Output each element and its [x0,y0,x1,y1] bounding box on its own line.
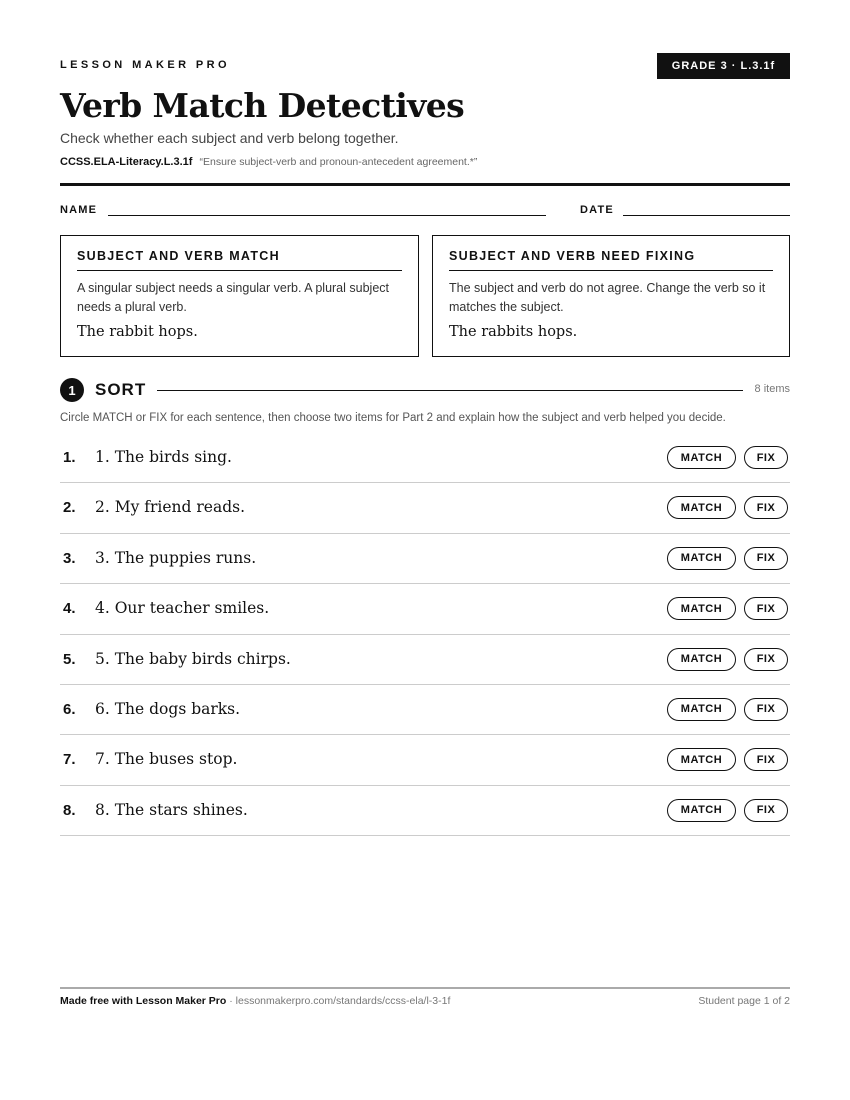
match-button[interactable]: MATCH [667,799,736,822]
section-divider [157,390,743,391]
fix-button[interactable]: FIX [744,547,788,570]
match-button[interactable]: MATCH [667,547,736,570]
list-item [60,534,790,584]
list-item [60,685,790,735]
item-sentence: 1. The birds sing. [95,448,232,466]
grade-badge: GRADE 3 · L.3.1f [657,53,790,79]
date-field[interactable] [623,215,790,216]
fix-button[interactable]: FIX [744,496,788,519]
section-number-badge: 1 [60,378,84,402]
item-number: 7. [63,751,76,769]
standard-code: CCSS.ELA-Literacy.L.3.1f [60,156,193,168]
standard-quote: “Ensure subject-verb and pronoun-antecedent agreement.*” [199,156,478,168]
list-item [60,786,790,836]
sentence-list [60,433,790,836]
box-title: SUBJECT AND VERB MATCH [77,249,402,271]
list-item [60,635,790,685]
item-sentence: 7. The buses stop. [95,750,238,769]
list-item [60,433,790,483]
match-button[interactable]: MATCH [667,446,736,469]
item-number: 1. [63,449,76,466]
box-description: A singular subject needs a singular verb. A plural subject needs a plural verb. [77,281,389,314]
fix-rule-box [432,235,790,357]
footer-url[interactable]: · lessonmakerpro.com/standards/ccss-ela/l-3-1f [226,995,451,1007]
item-sentence: 2. My friend reads. [95,498,246,517]
item-sentence: 6. The dogs barks. [95,699,241,718]
name-field[interactable] [108,215,546,216]
list-item [60,483,790,533]
match-button[interactable]: MATCH [667,496,736,519]
section-instructions: Circle MATCH or FIX for each sentence, then choose two items for Part 2 and explain how the subject and verb helped you decide. [60,412,726,424]
item-number: 4. [63,600,76,618]
date-label: DATE [580,204,614,216]
item-number: 8. [63,801,76,819]
item-sentence: 5. The baby birds chirps. [95,649,291,668]
item-number: 3. [63,549,76,567]
item-sentence: 8. The stars shines. [95,800,248,819]
item-count: 8 items [754,383,790,395]
fix-button[interactable]: FIX [744,648,788,671]
item-number: 2. [63,499,76,517]
page-number: Student page 1 of 2 [698,995,790,1007]
match-button[interactable]: MATCH [667,597,736,620]
item-sentence: 3. The puppies runs. [95,548,257,567]
page-title: Verb Match Detectives [60,86,465,125]
name-label: NAME [60,204,98,216]
standard-reference [60,156,477,168]
footer-made-with: Made free with Lesson Maker Pro [60,995,227,1007]
match-rule-box [60,235,419,357]
match-button[interactable]: MATCH [667,748,736,771]
section-title: SORT [95,380,147,399]
box-example: The rabbit hops. [77,324,198,340]
match-button[interactable]: MATCH [667,648,736,671]
fix-button[interactable]: FIX [744,597,788,620]
match-button[interactable]: MATCH [667,698,736,721]
fix-button[interactable]: FIX [744,748,788,771]
page-subtitle: Check whether each subject and verb belong together. [60,130,399,146]
footer-divider [60,987,790,989]
item-sentence: 4. Our teacher smiles. [95,599,270,618]
box-title: SUBJECT AND VERB NEED FIXING [449,249,773,271]
item-number: 5. [63,650,76,668]
header-divider [60,183,790,186]
fix-button[interactable]: FIX [744,698,788,721]
box-description: The subject and verb do not agree. Change the verb so it matches the subject. [449,281,766,314]
footer-credit [60,995,450,1007]
fix-button[interactable]: FIX [744,799,788,822]
worksheet-page [60,0,790,1100]
brand-name: LESSON MAKER PRO [60,59,230,71]
item-number: 6. [63,700,76,718]
list-item [60,584,790,634]
box-example: The rabbits hops. [449,324,578,340]
list-item [60,735,790,785]
fix-button[interactable]: FIX [744,446,788,469]
